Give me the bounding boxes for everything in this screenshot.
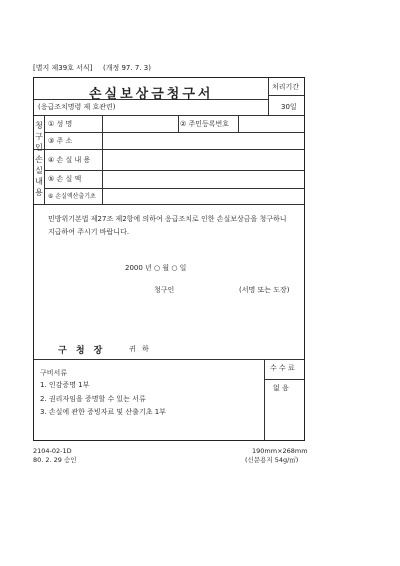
form-subtitle: (응급조치명령 제 호관련) [38,103,116,111]
paper-type: (신문용지 54g/㎡) [245,456,299,464]
recipient-suffix: 귀 하 [129,345,151,353]
address-label: ③ 주 소 [48,137,73,145]
loss-section-label: 손실내용 [35,155,43,197]
revision-date: (개정 97. 7. 3) [103,64,151,72]
recipient-office: 구 청 장 [58,346,106,356]
name-field[interactable] [104,117,176,130]
calc-basis-field[interactable] [104,190,302,202]
name-label: ① 성 명 [48,120,73,128]
document-item: 1. 인감증명 1부 [40,381,90,389]
address-field[interactable] [104,134,302,147]
processing-period-value: 30일 [281,103,297,111]
loss-amount-field[interactable] [104,172,302,186]
fee-label: 수 수 료 [270,364,295,372]
loss-content-field[interactable] [104,151,302,168]
documents-title: 구비서류 [40,369,68,377]
approval-date: 80. 2. 29 승인 [33,456,77,464]
calc-basis-label: ⑥ 손실액산출기초 [48,193,96,200]
request-statement: 민방위기본법 제27조 제2항에 의하여 응급조치로 인한 손실보상금을 청구하니 [48,215,287,223]
loss-amount-label: ⑤ 손 실 액 [48,175,82,183]
resident-number-field[interactable] [240,117,302,130]
claim-form [33,77,305,441]
fee-value: 없 음 [273,384,289,392]
claimant-label: 청구인 [154,286,175,294]
resident-number-label: ② 주민등록번호 [180,120,230,128]
document-item: 3. 손실에 관한 증빙자료 및 산출기초 1부 [40,408,166,416]
processing-period-label: 처리기간 [272,83,300,91]
request-statement-cont: 지급하여 주시기 바랍니다. [48,228,130,236]
document-item: 2. 권리자임을 증명할 수 있는 서류 [40,395,146,403]
claimant-section-label: 청구인 [35,121,43,152]
date-line: 2000 년 ○ 월 ○ 일 [125,264,187,272]
loss-content-label: ④ 손 실 내 용 [48,156,91,164]
paper-size: 190mm×268mm [252,447,308,455]
form-title: 손실보상금청구서 [89,87,214,102]
signature-note: (서명 또는 도장) [239,286,290,294]
form-code: 2104-02-1D [33,447,72,455]
form-number: [별지 제39호 서식] [33,64,93,72]
